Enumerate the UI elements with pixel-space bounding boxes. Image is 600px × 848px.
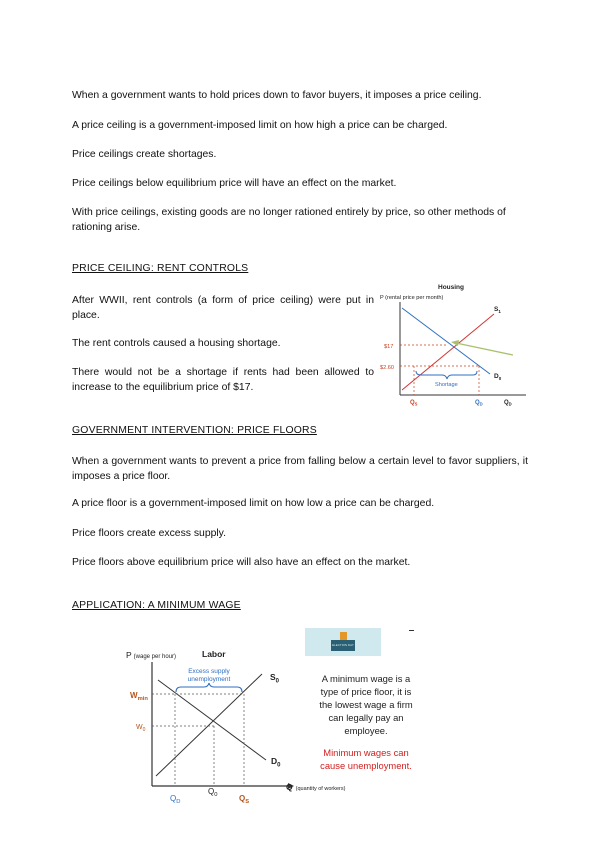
section-heading-price-floors: GOVERNMENT INTERVENTION: PRICE FLOORS xyxy=(72,425,317,436)
floor-paragraph-3: Price floors create excess supply. xyxy=(72,528,226,539)
badge-ballot xyxy=(340,632,347,640)
housing-chart-title: Housing xyxy=(438,284,464,291)
housing-x-label: $Q_D$ xyxy=(504,400,512,407)
note-line-2: type of price floor, it is xyxy=(320,686,412,697)
labor-y-label: P (wage per hour) xyxy=(126,650,177,660)
labor-demand-line xyxy=(158,680,266,760)
floor-paragraph-4: Price floors above equilibrium price will also have an effect on the market. xyxy=(72,557,411,568)
badge-box xyxy=(331,640,355,651)
intro-paragraph-4: Price ceilings below equilibrium price will have an effect on the market. xyxy=(72,178,397,189)
labor-supply-label: $S_0$ xyxy=(270,672,280,685)
labor-x-label: Q (quantity of workers) xyxy=(286,782,346,792)
intro-paragraph-3: Price ceilings create shortages. xyxy=(72,149,217,160)
labor-excess-brace xyxy=(176,683,242,692)
housing-chart xyxy=(376,282,536,410)
floor-paragraph-2: A price floor is a government-imposed limit on how low a price can be charged. xyxy=(72,498,435,509)
housing-ceiling-price: $2.60 xyxy=(380,365,394,371)
rent-paragraph-2: The rent controls caused a housing shortage. xyxy=(72,338,281,349)
badge-text: ELECTION DAY xyxy=(332,643,354,647)
housing-demand-line xyxy=(402,308,490,374)
labor-qd-label: $Q_D$ xyxy=(170,794,181,805)
note-line-4: can legally pay an xyxy=(328,712,404,723)
minimum-wage-note xyxy=(302,672,430,772)
stray-dash xyxy=(409,630,414,631)
minimum-wage-badge-image xyxy=(305,628,381,656)
section-heading-rent-controls: PRICE CEILING: RENT CONTROLS xyxy=(72,263,249,274)
labor-excess-line-2: unemployment xyxy=(187,676,231,683)
intro-paragraph-2: A price ceiling is a government-imposed limit on how high a price can be charged. xyxy=(72,120,448,131)
housing-qs-label: $Q_S$ xyxy=(410,400,418,407)
labor-excess-line-1: Excess supply xyxy=(188,668,230,675)
section-heading-minimum-wage: APPLICATION: A MINIMUM WAGE xyxy=(72,600,241,611)
labor-w0-label: $W_0$ xyxy=(136,724,146,733)
housing-arrow-shaft xyxy=(456,343,513,355)
housing-qd-label: $Q_D$ xyxy=(475,400,483,407)
housing-demand-label: $D_0$ xyxy=(494,373,502,381)
note-red-line-1: Minimum wages can xyxy=(323,747,409,758)
labor-chart-title: Labor xyxy=(202,649,226,659)
housing-equilibrium-price: $17 xyxy=(384,344,394,350)
note-line-3: the lowest wage a firm xyxy=(319,699,413,710)
labor-qs-label: $Q_S$ xyxy=(239,794,250,805)
labor-q0-label: $Q_0$ xyxy=(208,787,218,798)
intro-paragraph-5: With price ceilings, existing goods are no longer rationed entirely by price, so other methods of rationing arise. xyxy=(72,207,506,233)
housing-chart-y-label: P (rental price per month) xyxy=(380,295,444,301)
labor-wmin-label: $W_{min}$ xyxy=(130,691,148,702)
housing-supply-label: $S_1$ xyxy=(494,306,501,314)
housing-shortage-label: Shortage xyxy=(435,382,458,388)
housing-shortage-brace xyxy=(416,371,477,379)
note-line-1: A minimum wage is a xyxy=(321,673,411,684)
labor-demand-label: $D_0$ xyxy=(271,756,281,769)
floor-paragraph-1: When a government wants to prevent a price from falling below a certain level to favor suppliers, it imposes a price floor. xyxy=(72,456,528,482)
note-line-5: employee. xyxy=(344,725,388,736)
housing-supply-line xyxy=(402,314,494,390)
rent-paragraph-3: There would not be a shortage if rents had been allowed to increase to the equilibrium price of $17. xyxy=(72,367,374,393)
labor-supply-line xyxy=(156,674,262,776)
note-red-line-2: cause unemployment. xyxy=(320,760,412,771)
intro-paragraph-1: When a government wants to hold prices down to favor buyers, it imposes a price ceiling. xyxy=(72,90,482,101)
rent-paragraph-1: After WWII, rent controls (a form of price ceiling) were put in place. xyxy=(72,295,374,321)
